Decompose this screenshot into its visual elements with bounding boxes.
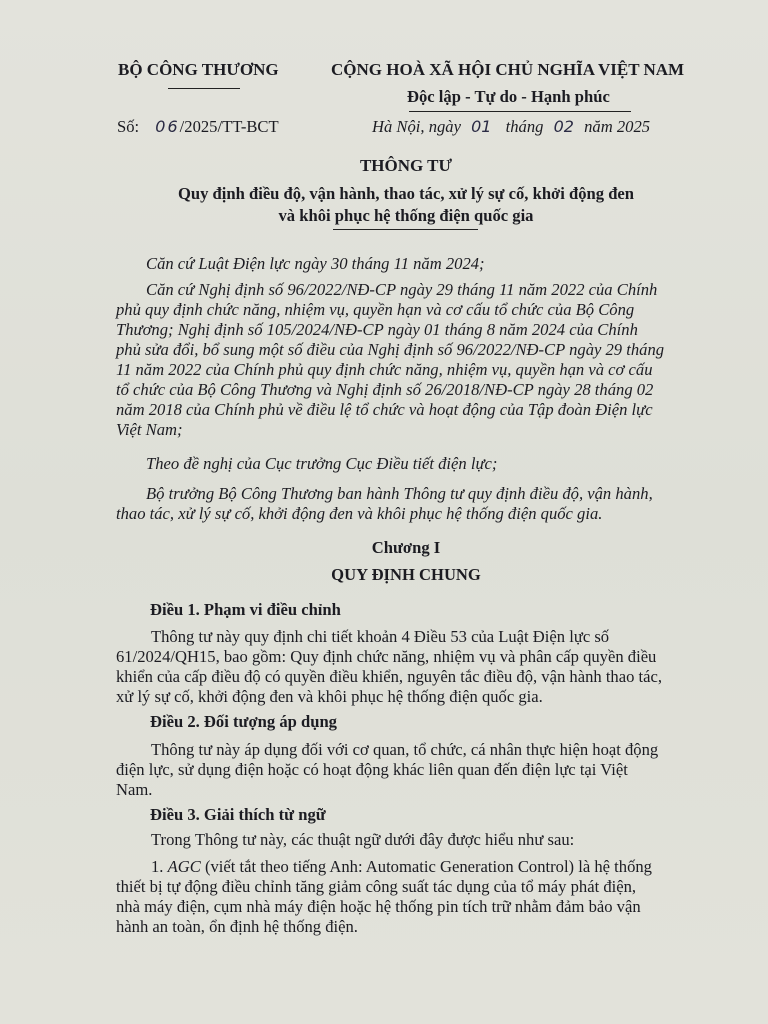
article-1-title: Điều 1. Phạm vi điều chỉnh: [150, 600, 341, 619]
article-1-line: Thông tư này quy định chi tiết khoản 4 Điều 53 của Luật Điện lực số: [151, 627, 610, 646]
chapter-title: QUY ĐỊNH CHUNG: [331, 565, 481, 584]
item-1-term: AGC: [167, 857, 201, 876]
item-1-number: 1.: [151, 857, 164, 876]
month-handwritten: 02: [553, 117, 574, 136]
legal-basis-2: [116, 280, 704, 440]
number-label: Số:: [117, 117, 140, 136]
national-motto: Độc lập - Tự do - Hạnh phúc: [407, 87, 610, 106]
basis2-line: Thương; Nghị định số 105/2024/NĐ-CP ngày 01 tháng 8 năm 2024 của Chính: [116, 320, 638, 339]
item-1-line: hành an toàn, ổn định hệ thống điện.: [116, 917, 358, 936]
number-handwritten: 06: [155, 117, 180, 136]
item-1-first-line: [116, 857, 704, 877]
proposal-text: Theo đề nghị của Cục trưởng Cục Điều tiết điện lực;: [146, 454, 498, 473]
republic-name: CỘNG HOÀ XÃ HỘI CHỦ NGHĨA VIỆT NAM: [331, 60, 685, 79]
year-text: năm 2025: [584, 117, 651, 136]
agency-name: BỘ CÔNG THƯƠNG: [118, 60, 279, 79]
issuance-line: thao tác, xử lý sự cố, khởi động đen và khôi phục hệ thống điện quốc gia.: [116, 504, 603, 523]
article-1-line: khiển của cấp điều độ có quyền điều khiển, nguyên tắc điều độ, vận hành thao tác,: [116, 667, 663, 686]
item-1-line: thiết bị tự động điều chỉnh tăng giảm công suất tác dụng của tổ máy phát điện,: [116, 877, 637, 896]
chapter-label: Chương I: [371, 538, 441, 557]
legal-basis-1: [116, 254, 704, 274]
item-1-first-text: (viết tắt theo tiếng Anh: Automatic Generation Control) là hệ thống: [204, 857, 652, 876]
article-2-body: [116, 740, 704, 800]
article-3-title: Điều 3. Giải thích từ ngữ: [150, 805, 326, 824]
legal-basis-1-text: Căn cứ Luật Điện lực ngày 30 tháng 11 năm 2024;: [146, 254, 485, 273]
basis2-line: tổ chức của Bộ Công Thương và Nghị định số 26/2018/NĐ-CP ngày 28 tháng 02: [116, 380, 654, 399]
date-prefix: Hà Nội, ngày: [372, 117, 461, 136]
title-underline: [333, 229, 478, 230]
article-1-body: [116, 627, 704, 707]
issuance-line: Bộ trưởng Bộ Công Thương ban hành Thông tư quy định điều độ, vận hành,: [146, 484, 653, 503]
article-2-line: điện lực, sử dụng điện hoặc có hoạt động khác liên quan đến điện lực tại Việt: [116, 760, 628, 779]
article-1-line: 61/2024/QH15, bao gồm: Quy định chức năng, nhiệm vụ và phân cấp quyền điều: [116, 647, 657, 666]
article-2-title: Điều 2. Đối tượng áp dụng: [150, 712, 337, 731]
article-3-item-1: [116, 857, 704, 937]
article-2-line: Thông tư này áp dụng đối với cơ quan, tổ chức, cá nhân thực hiện hoạt động: [151, 740, 659, 759]
article-1-line: xử lý sự cố, khởi động đen và khôi phục hệ thống điện quốc gia.: [116, 687, 543, 706]
month-label: tháng: [505, 117, 544, 136]
basis2-line: Việt Nam;: [116, 420, 183, 439]
basis2-line: phủ sửa đổi, bổ sung một số điều của Nghị định số 96/2022/NĐ-CP ngày 29 tháng: [116, 340, 665, 359]
article-2-line: Nam.: [116, 780, 153, 799]
article-3-intro-text: Trong Thông tư này, các thuật ngữ dưới đây được hiểu như sau:: [151, 830, 575, 849]
agency-underline: [168, 88, 240, 89]
document-title-line2: và khôi phục hệ thống điện quốc gia: [278, 206, 534, 225]
issue-date: [372, 117, 650, 137]
motto-underline: [409, 111, 631, 112]
number-suffix: /2025/TT-BCT: [179, 117, 279, 136]
basis2-line: Căn cứ Nghị định số 96/2022/NĐ-CP ngày 29 tháng 11 năm 2022 của Chính: [146, 280, 658, 299]
document-type: THÔNG TƯ: [359, 156, 453, 175]
article-3-intro: [116, 830, 704, 850]
proposal-statement: [116, 454, 704, 474]
day-handwritten: 01: [471, 117, 492, 136]
basis2-line: phủ quy định chức năng, nhiệm vụ, quyền hạn và cơ cấu tổ chức của Bộ Công: [116, 300, 635, 319]
basis2-line: năm 2018 của Chính phủ về điều lệ tổ chức và hoạt động của Tập đoàn Điện lực: [116, 400, 653, 419]
document-title-line1: Quy định điều độ, vận hành, thao tác, xử lý sự cố, khởi động đen: [177, 184, 635, 203]
issuance-statement: [116, 484, 704, 524]
basis2-line: 11 năm 2022 của Chính phủ quy định chức năng, nhiệm vụ, quyền hạn và cơ cấu: [116, 360, 653, 379]
item-1-line: nhà máy điện, cụm nhà máy điện hoặc hệ thống pin tích trữ nhằm đảm bảo vận: [116, 897, 641, 916]
document-number: [117, 117, 279, 137]
